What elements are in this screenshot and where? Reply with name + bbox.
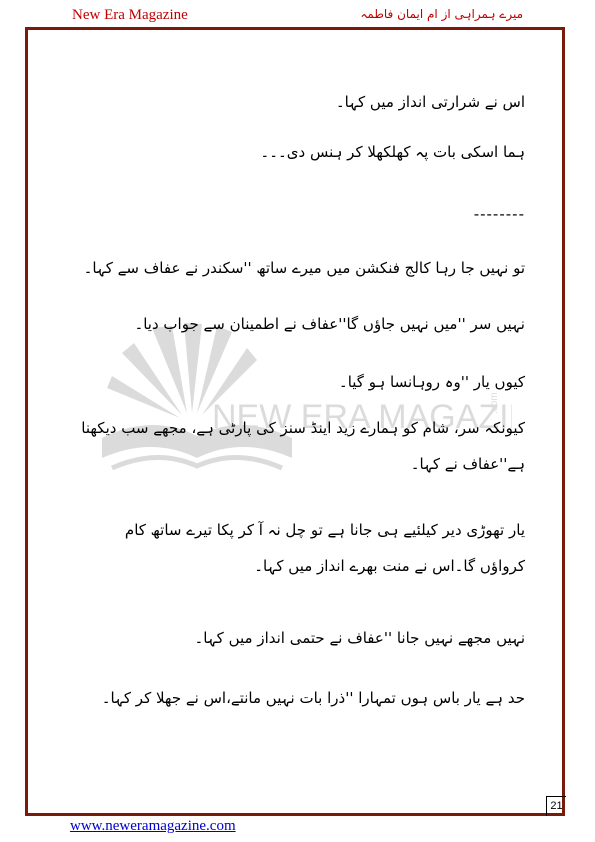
novel-title: میرے ہمراہی از ام ایمان فاطمہ [360,7,523,21]
watermark-suffix: .com [489,392,500,414]
paragraph: حد ہے یار باس ہوں تمہارا ''ذرا بات نہیں مانتے،اس نے جھلا کر کہا۔ [101,689,525,707]
paragraph: نہیں سر ''میں نہیں جاؤں گا''عفاف نے اطمینان سے جواب دیا۔ [134,315,525,333]
paragraph: کیوں یار ''وہ روہانسا ہو گیا۔ [338,373,525,391]
magazine-name: New Era Magazine [72,7,188,23]
page-number: 21 [546,796,566,816]
paragraph: تو نہیں جا رہا کالج فنکشن میں میرے ساتھ ''سکندر نے عفاف سے کہا۔ [83,259,525,277]
paragraph: اس نے شرارتی انداز میں کہا۔ [335,93,525,111]
paragraph: ہما اسکی بات پہ کھلکھلا کر ہنس دی۔۔۔ [260,143,525,161]
website-link[interactable]: www.neweramagazine.com [70,818,236,834]
paragraph: نہیں مجھے نہیں جانا ''عفاف نے حتمی انداز میں کہا۔ [194,629,525,647]
paragraph: یار تھوڑی دیر کیلئیے ہی جانا ہے تو چل نہ آ کر پکا تیرے ساتھ کام کرواؤں گا۔اس نے منت بھرے انداز میں کہا۔ [124,521,525,575]
scene-separator: -------- [473,205,525,223]
paragraph: کیونکہ سر، شام کو ہمارے زید اینڈ سنز کی پارٹی ہے، مجھے سب دیکھنا ہے''عفاف نے کہا۔ [81,419,525,473]
watermark-text: NEW ERA MAGAZI [212,398,509,436]
